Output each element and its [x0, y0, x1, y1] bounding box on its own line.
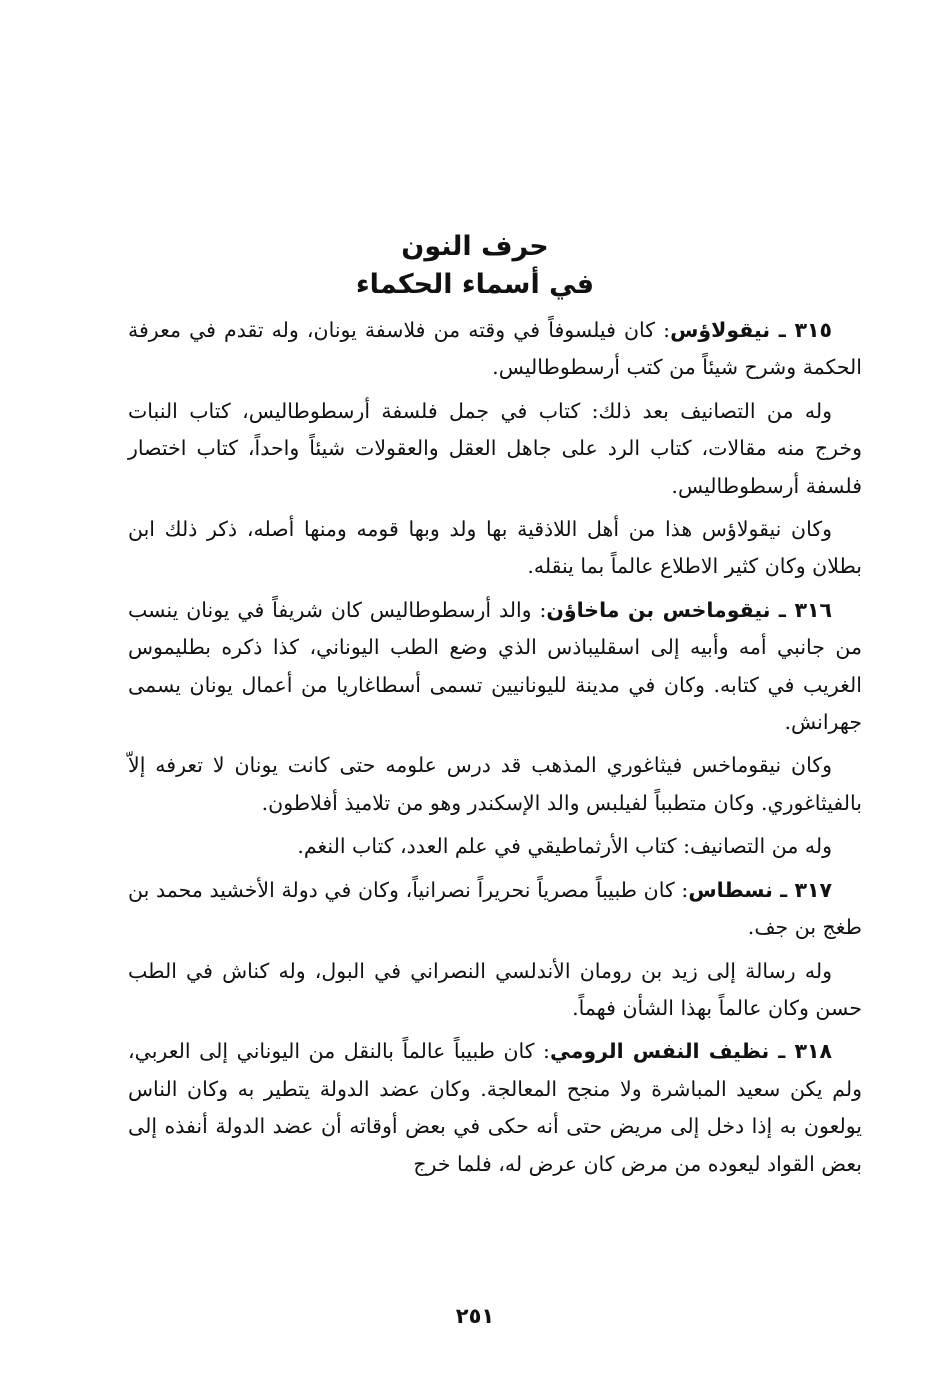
paragraph [128, 511, 862, 586]
paragraph-text: : كان طبيباً مصرياً نحريراً نصرانياً، وكان في دولة الأخشيد محمد بن طغج بن جف. [128, 877, 862, 940]
paragraph-text: : كان فيلسوفاً في وقته من فلاسفة يونان، وله تقدم في معرفة الحكمة وشرح شيئاً من كتب أرسطوطاليس. [128, 318, 862, 380]
entry-heading: ٣١٧ ـ نسطاس [688, 877, 832, 902]
paragraph-text: وله من التصانيف: كتاب الأرثماطيقي في علم العدد، كتاب النغم. [297, 834, 832, 859]
paragraph-text: : كان طبيباً عالماً بالنقل من اليوناني إلى العربي، ولم يكن سعيد المباشرة ولا منجح المعالجة. وكان عضد الدولة يتطير به وكان الناس يولعون به إذا دخل إلى مريض حتى أنه حكى في بعض أوقاته أن عضد الدولة أنفذه إلى بعض القواد ليعوده من مرض كان عرض له، فلما خرج [128, 1039, 862, 1176]
paragraph [128, 747, 862, 822]
chapter-heading [0, 228, 950, 304]
paragraph [128, 312, 862, 387]
chapter-title: حرف النون [401, 231, 549, 262]
page-number: ٢٥١ [455, 1304, 495, 1328]
entry-heading: ٣١٦ ـ نيقوماخس بن ماخاؤن [546, 597, 832, 622]
paragraph [128, 1033, 862, 1183]
paragraph-text: وله رسالة إلى زيد بن رومان الأندلسي النصراني في البول، وله كناش في الطب حسن وكان عالماً بهذا الشأن فهماً. [128, 958, 862, 1020]
paragraph [128, 872, 862, 947]
paragraph-text: : والد أرسطوطاليس كان شريفاً في يونان ينسب من جانبي أمه وأبيه إلى اسقليباذس الذي وضع الطب اليوناني، كذا ذكره بطليموس الغريب في كتابه. وكان في مدينة لليونانيين تسمى أسطاغاريا من أعمال يونان يسمى جهرانش. [128, 597, 862, 735]
entry-heading: ٣١٥ ـ نيقولاؤس [670, 318, 833, 342]
paragraph [128, 953, 862, 1028]
paragraph [128, 828, 862, 865]
paragraph-text: وكان نيقوماخس فيثاغوري المذهب قد درس علومه حتى كانت يونان لا تعرفه إلاّ بالفيثاغوري. وكان متطبباً لفيلبس والد الإسكندر وهو من تلاميذ أفلاطون. [128, 753, 862, 815]
paragraph-text: وكان نيقولاؤس هذا من أهل اللاذقية بها ولد وبها قومه ومنها أصله، ذكر ذلك ابن بطلان وكان كثير الاطلاع عالماً بما ينقله. [128, 517, 862, 579]
paragraph [128, 592, 862, 742]
entry-heading: ٣١٨ ـ نظيف النفس الرومي [549, 1039, 833, 1064]
paragraph-text: وله من التصانيف بعد ذلك: كتاب في جمل فلسفة أرسطوطاليس، كتاب النبات وخرج منه مقالات، كتاب الرد على جاهل العقل والعقولات شيئاً واحداً، كتاب اختصار فلسفة أرسطوطاليس. [128, 398, 862, 498]
body-text [128, 312, 862, 1189]
chapter-subtitle: في أسماء الحكماء [355, 269, 595, 300]
paragraph [128, 393, 862, 505]
